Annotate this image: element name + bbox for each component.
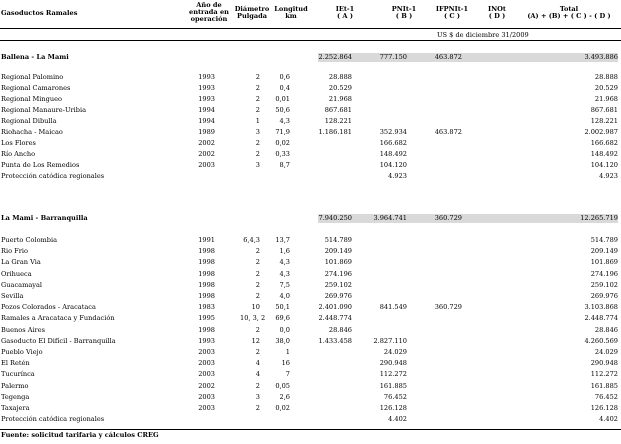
row-year: 1993 (198, 336, 215, 345)
row-pni: 104.120 (379, 161, 407, 169)
table-row (0, 258, 621, 267)
table-row (0, 292, 621, 301)
group-row (0, 53, 621, 62)
row-total: 4.923 (599, 172, 618, 180)
row-length: 50,6 (275, 106, 290, 114)
table-row (0, 84, 621, 93)
row-year: 2003 (198, 359, 215, 368)
row-year: 2003 (198, 161, 215, 169)
row-year: 1994 (198, 106, 215, 114)
table-row (0, 326, 621, 335)
bottom-rule (0, 429, 621, 430)
row-length: 0,02 (275, 139, 290, 147)
row-year: 2003 (198, 370, 215, 379)
row-name: Regional Palomino (1, 73, 64, 81)
row-total: 28.846 (594, 325, 618, 334)
row-name: Regional Camarones (1, 84, 71, 92)
table-row (0, 348, 621, 357)
row-name: Ramales a Aracataca y Fundación (1, 314, 115, 323)
row-length: 8,7 (279, 161, 290, 169)
row-length: 4,3 (279, 117, 290, 125)
row-name: Pueblo Viejo (1, 348, 43, 356)
row-name: Regional Mingueo (1, 95, 62, 103)
row-name: Tucurínca (1, 370, 35, 379)
table-row (0, 247, 621, 256)
row-length: 50,1 (275, 303, 290, 312)
row-diameter: 1 (255, 117, 260, 125)
row-iec: 128.221 (324, 117, 352, 125)
row-diameter: 4 (255, 370, 260, 379)
row-iec: 101.869 (324, 258, 352, 267)
row-name: Río Ancho (1, 150, 36, 158)
row-diameter: 2 (255, 84, 260, 92)
row-length: 71,9 (275, 128, 290, 136)
table-row (0, 281, 621, 290)
row-total: 2.448.774 (584, 314, 618, 323)
row-name: El Retén (1, 359, 30, 368)
header-year: Año de entrada en operación (189, 1, 229, 24)
row-name: Palermo (1, 381, 29, 390)
row-total: 21.968 (594, 95, 618, 103)
row-diameter: 6,4,3 (243, 236, 260, 244)
table-row (0, 359, 621, 368)
row-length: 2,6 (279, 392, 290, 401)
table-row (0, 404, 621, 413)
row-length: 0,02 (275, 404, 290, 412)
row-total: 166.682 (590, 139, 618, 147)
row-total: 104.120 (590, 161, 618, 169)
row-total: 28.888 (594, 73, 618, 81)
row-name: Protección catódica regionales (1, 415, 105, 424)
group-ifpni: 463.872 (434, 53, 462, 61)
row-iec: 209.149 (324, 247, 352, 256)
table-row (0, 139, 621, 148)
row-year: 2003 (198, 404, 215, 412)
row-length: 38,0 (275, 336, 290, 345)
row-diameter: 4 (255, 359, 260, 368)
group-total: 12.265.719 (580, 214, 618, 222)
table-row (0, 303, 621, 312)
row-year: 1989 (198, 128, 215, 136)
group-pni: 777.150 (379, 53, 407, 61)
row-pni: 4.923 (388, 172, 407, 180)
row-length: 0,05 (275, 381, 290, 390)
row-year: 1998 (198, 280, 215, 289)
row-iec: 2.401.090 (318, 303, 352, 312)
row-diameter: 2 (255, 404, 260, 412)
row-length: 0,01 (275, 95, 290, 103)
table-row (0, 161, 621, 170)
row-name: Puerto Colombia (1, 236, 58, 244)
row-iec: 259.102 (324, 280, 352, 289)
row-total: 126.128 (590, 404, 618, 412)
row-total: 76.452 (594, 392, 618, 401)
row-length: 0,33 (275, 150, 290, 158)
row-diameter: 3 (255, 392, 260, 401)
row-total: 161.885 (590, 381, 618, 390)
header-pni: PNIt-1 ( B ) (391, 5, 417, 21)
table-row (0, 73, 621, 82)
row-length: 4,3 (279, 258, 290, 267)
row-iec: 21.968 (328, 95, 352, 103)
row-diameter: 10, 3, 2 (240, 314, 266, 323)
row-pni: 148.492 (379, 150, 407, 158)
row-length: 7 (285, 370, 290, 379)
row-total: 269.976 (590, 292, 618, 300)
row-name: Los Flores (1, 139, 36, 147)
footer-source: Fuente: solicitud tarifaria y cálculos CREG (1, 431, 159, 439)
row-pni: 76.452 (383, 392, 407, 401)
table-row (0, 415, 621, 424)
row-length: 4,3 (279, 269, 290, 278)
row-year: 1993 (198, 95, 215, 103)
row-length: 69,6 (275, 314, 290, 323)
row-year: 1993 (198, 73, 215, 81)
row-pni: 166.682 (379, 139, 407, 147)
row-name: Sevilla (1, 292, 24, 300)
row-year: 1993 (198, 84, 215, 92)
row-year: 2003 (198, 348, 215, 356)
group-ifpni: 360.729 (434, 214, 462, 222)
row-total: 2.002.987 (584, 128, 618, 136)
row-total: 128.221 (590, 117, 618, 125)
header-iec: IEt-1 ( A ) (335, 5, 355, 21)
row-length: 0,0 (279, 325, 290, 334)
row-diameter: 2 (255, 348, 260, 356)
row-total: 24.029 (594, 348, 618, 356)
row-iec: 1.186.181 (318, 128, 352, 136)
row-length: 0,6 (279, 73, 290, 81)
header-total: Total (A) + (B) + ( C ) - ( D ) (527, 5, 611, 21)
row-name: Rio Frio (1, 247, 28, 256)
row-year: 1991 (198, 236, 215, 244)
group-name: La Mami - Barranquilla (1, 214, 88, 222)
row-diameter: 2 (255, 139, 260, 147)
row-name: Protección catódica regionales (1, 172, 105, 180)
row-pni: 4.402 (388, 415, 407, 424)
row-name: Gasoducto El Difícil - Barranquilla (1, 336, 116, 345)
table-row (0, 337, 621, 346)
row-iec: 269.976 (324, 292, 352, 300)
row-iec: 2.448.774 (318, 314, 352, 323)
row-iec: 274.196 (324, 269, 352, 278)
row-name: Regional Dibulla (1, 117, 57, 125)
row-diameter: 12 (251, 336, 260, 345)
row-length: 4,0 (279, 292, 290, 300)
row-length: 16 (281, 359, 290, 368)
row-name: Guacamayal (1, 280, 43, 289)
row-total: 20.529 (594, 84, 618, 92)
row-total: 3.103.868 (584, 303, 618, 312)
row-diameter: 2 (255, 95, 260, 103)
row-name: Tegenga (1, 392, 30, 401)
row-name: Riohacha - Maicao (1, 128, 63, 136)
row-total: 209.149 (590, 247, 618, 256)
row-length: 0,4 (279, 84, 290, 92)
row-pni: 126.128 (379, 404, 407, 412)
row-length: 13,7 (275, 236, 290, 244)
row-length: 7,5 (279, 280, 290, 289)
row-pni: 352.934 (379, 128, 407, 136)
table-row (0, 106, 621, 115)
row-name: Taxajera (1, 404, 30, 412)
row-diameter: 2 (255, 269, 260, 278)
row-diameter: 10 (251, 303, 260, 312)
row-diameter: 3 (255, 161, 260, 169)
row-name: La Gran Via (1, 258, 41, 267)
table-row (0, 172, 621, 181)
table-row (0, 236, 621, 245)
group-name: Ballena - La Mami (1, 53, 69, 61)
row-diameter: 2 (255, 106, 260, 114)
table-row (0, 270, 621, 279)
group-pni: 3.964.741 (373, 214, 407, 222)
row-name: Buenos Aires (1, 325, 45, 334)
row-year: 1998 (198, 247, 215, 256)
row-total: 4.402 (599, 415, 618, 424)
row-length: 1,6 (279, 247, 290, 256)
row-iec: 28.888 (328, 73, 352, 81)
header-rule (0, 28, 621, 29)
row-total: 112.272 (590, 370, 618, 379)
group-iec: 7.940.250 (318, 214, 352, 222)
row-total: 514.789 (590, 236, 618, 244)
row-name: Orihueca (1, 269, 32, 278)
row-pni: 161.885 (379, 381, 407, 390)
row-iec: 28.846 (328, 325, 352, 334)
row-total: 4.260.569 (584, 336, 618, 345)
row-pni: 112.272 (379, 370, 407, 379)
row-iec: 1.433.458 (318, 336, 352, 345)
header-diameter: Diámetro Pulgada (234, 5, 270, 21)
row-year: 1998 (198, 292, 215, 300)
table-row (0, 117, 621, 126)
row-pni: 290.948 (379, 359, 407, 368)
row-diameter: 3 (255, 128, 260, 136)
row-year: 1994 (198, 117, 215, 125)
row-iec: 867.681 (324, 106, 352, 114)
header-rule-2 (0, 40, 621, 41)
row-iec: 514.789 (324, 236, 352, 244)
row-diameter: 2 (255, 247, 260, 256)
row-ifpni: 360.729 (434, 303, 462, 312)
table-row (0, 95, 621, 104)
row-year: 2002 (198, 150, 215, 158)
row-name: Pozos Colorados - Aracataca (1, 303, 96, 312)
group-total: 3.493.886 (584, 53, 618, 61)
row-pni: 24.029 (383, 348, 407, 356)
table-row (0, 128, 621, 137)
row-diameter: 2 (255, 150, 260, 158)
row-year: 1998 (198, 269, 215, 278)
row-year: 2003 (198, 392, 215, 401)
group-iec: 2.252.864 (318, 53, 352, 61)
row-year: 2002 (198, 139, 215, 147)
table-row (0, 382, 621, 391)
table-row (0, 314, 621, 323)
row-total: 867.681 (590, 106, 618, 114)
header-name: Gasoductos Ramales (1, 9, 78, 17)
row-pni: 841.549 (379, 303, 407, 312)
row-pni: 2.827.110 (373, 336, 407, 345)
table-row (0, 370, 621, 379)
row-diameter: 2 (255, 292, 260, 300)
row-diameter: 2 (255, 73, 260, 81)
row-year: 2002 (198, 381, 215, 390)
header-ino: INOt ( D ) (488, 5, 506, 21)
row-total: 290.948 (590, 359, 618, 368)
row-length: 1 (285, 348, 290, 356)
row-diameter: 2 (255, 381, 260, 390)
header-ifpni: IFPNIt-1 ( C ) (435, 5, 469, 21)
row-diameter: 2 (255, 280, 260, 289)
row-total: 148.492 (590, 150, 618, 158)
row-name: Punta de Los Remedios (1, 161, 80, 169)
row-iec: 20.529 (328, 84, 352, 92)
row-total: 259.102 (590, 280, 618, 289)
row-name: Regional Manaure-Uribia (1, 106, 87, 114)
group-row (0, 214, 621, 223)
table-row (0, 393, 621, 402)
row-diameter: 2 (255, 258, 260, 267)
row-year: 1998 (198, 325, 215, 334)
header-length: Longitud km (274, 5, 308, 21)
table-row (0, 150, 621, 159)
row-total: 274.196 (590, 269, 618, 278)
row-year: 1998 (198, 258, 215, 267)
row-diameter: 2 (255, 325, 260, 334)
currency-note: US $ de diciembre 31/2009 (437, 31, 529, 39)
row-ifpni: 463.872 (434, 128, 462, 136)
row-total: 101.869 (590, 258, 618, 267)
row-year: 1983 (198, 303, 215, 312)
row-year: 1995 (198, 314, 215, 323)
